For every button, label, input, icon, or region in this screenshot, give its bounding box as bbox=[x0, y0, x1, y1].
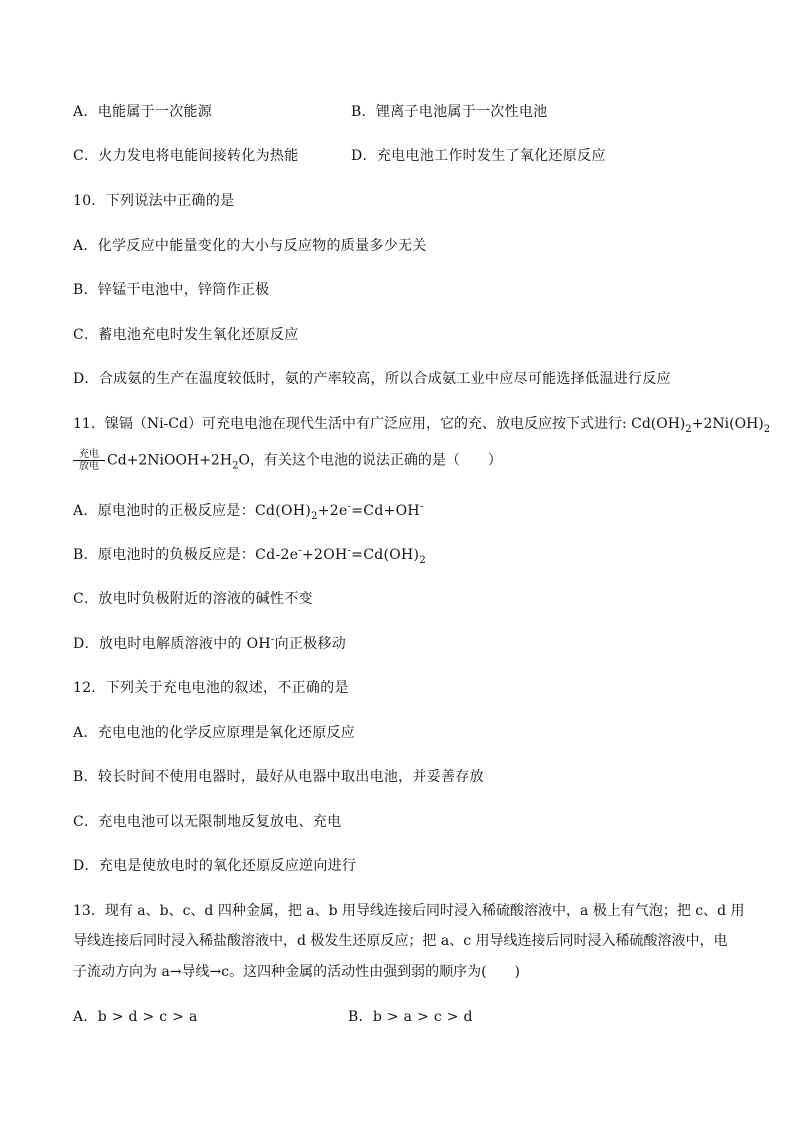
q12-option-a: A．充电电池的化学反应原理是氧化还原反应 bbox=[73, 725, 356, 741]
q12-option-c: C．充电电池可以无限制地反复放电、充电 bbox=[73, 814, 342, 830]
q10-option-a: A．化学反应中能量变化的大小与反应物的质量多少无关 bbox=[73, 238, 427, 254]
q11-option-d: D．放电时电解质溶液中的 OH-向正极移动 bbox=[73, 634, 347, 652]
q11-option-b: B．原电池时的负极反应是：$Cd-2e^-+2OH^-=Cd(OH)_2$ bbox=[73, 545, 426, 566]
q13-option-a: A．b > d > c > a bbox=[73, 1009, 198, 1025]
q11-option-a: A．原电池时的正极反应是：$Cd(OH)_2+2e^-=Cd+OH^-$ bbox=[73, 501, 424, 522]
q9-option-d: D．充电电池工作时发生了氧化还原反应 bbox=[351, 148, 606, 164]
q11-stem-line2: $\frac{\text{充电}}{\text{放电}}$ $Cd+2NiOOH+2H_2O$，有关这个电池的说法正确的是（ ） bbox=[73, 449, 502, 472]
q10-option-b: B．锌锰干电池中，锌筒作正极 bbox=[73, 282, 270, 298]
q10-stem: 10．下列说法中正确的是 bbox=[73, 193, 235, 209]
q9-option-c: C．火力发电将电能间接转化为热能 bbox=[73, 148, 299, 164]
q12-option-b: B．较长时间不使用电器时，最好从电器中取出电池，并妥善存放 bbox=[73, 769, 484, 785]
q13-stem-line2: 导线连接后同时浸入稀盐酸溶液中，d 极发生还原反应；把 a、c 用导线连接后同时浸入稀硫酸溶液中，电 bbox=[73, 933, 728, 949]
q9-option-b: B．锂离子电池属于一次性电池 bbox=[351, 104, 548, 120]
q10-option-c: C．蓄电池充电时发生氧化还原反应 bbox=[73, 327, 299, 343]
q11-stem-line1: 11．镍镉（Ni-Cd）可充电电池在现代生活中有广泛应用，它的充、放电反应按下式进行: $Cd(OH)_2+2Ni(OH)_2$ bbox=[73, 416, 771, 435]
q13-option-b: B．b > a > c > d bbox=[348, 1009, 473, 1025]
q10-option-d: D．合成氨的生产在温度较低时，氨的产率较高，所以合成氨工业中应尽可能选择低温进行反应 bbox=[73, 371, 671, 387]
q11-option-c: C．放电时负极附近的溶液的碱性不变 bbox=[73, 591, 313, 607]
q9-option-a: A．电能属于一次能源 bbox=[73, 104, 213, 120]
q12-option-d: D．充电是使放电时的氧化还原反应逆向进行 bbox=[73, 858, 357, 874]
charge-discharge-arrow: $\frac{\text{充电}}{\text{放电}}$ bbox=[73, 449, 105, 472]
q12-stem: 12．下列关于充电电池的叙述，不正确的是 bbox=[73, 680, 349, 696]
q13-stem-line3: 子流动方向为 a→导线→c。这四种金属的活动性由强到弱的顺序为( ) bbox=[73, 964, 521, 980]
q13-stem-line1: 13．现有 a、b、c、d 四种金属，把 a、b 用导线连接后同时浸入稀硫酸溶液中，a 极上有气泡；把 c、d 用 bbox=[73, 903, 745, 919]
